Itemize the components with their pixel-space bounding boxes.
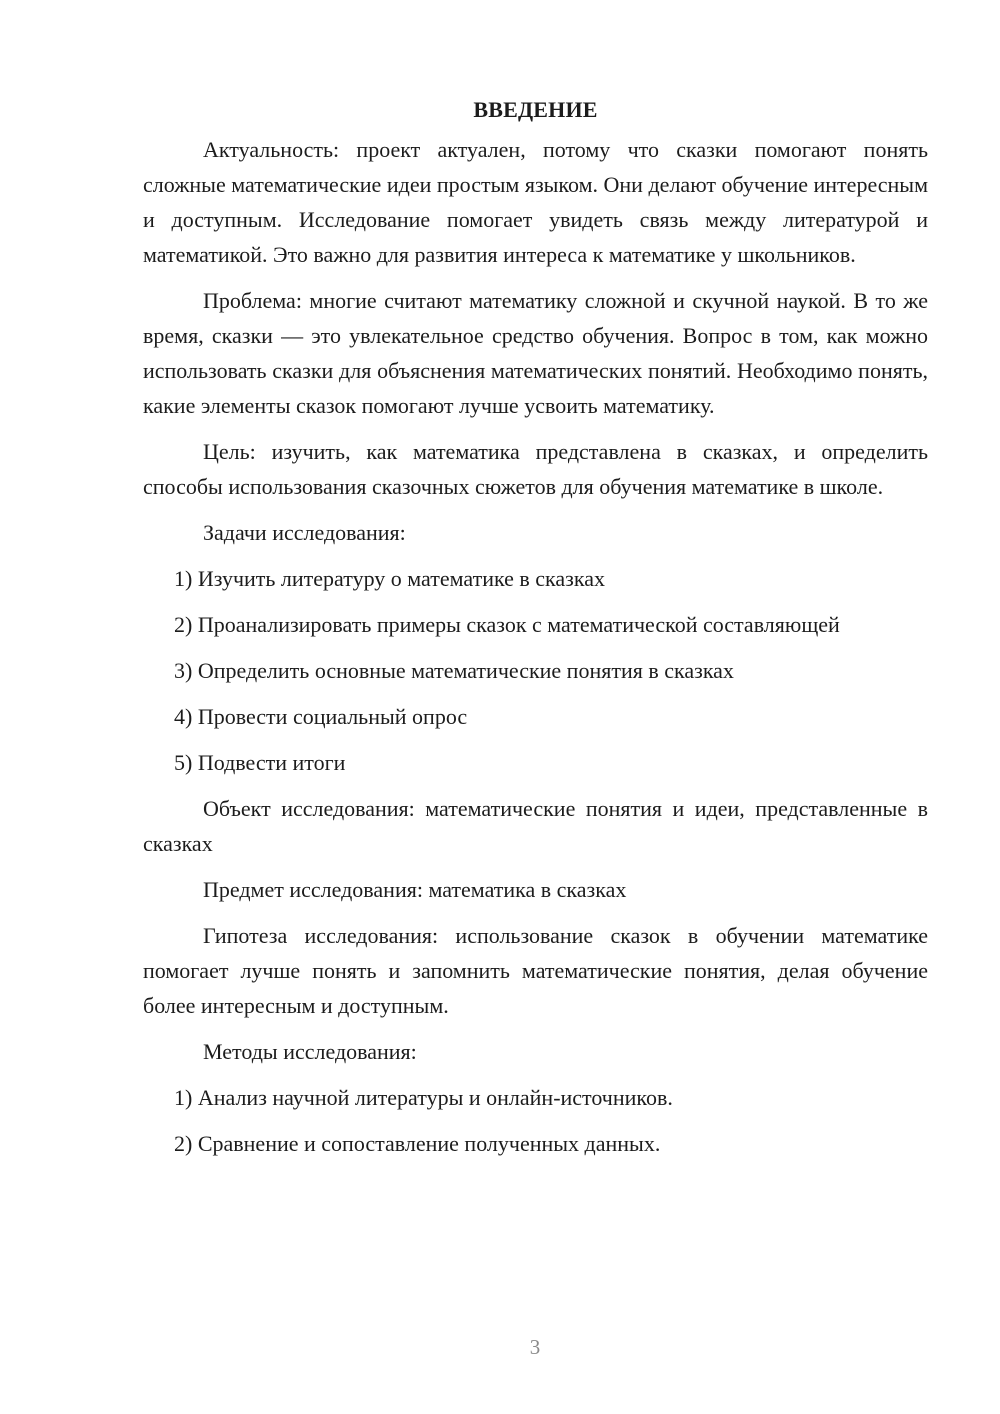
object-paragraph: Объект исследования: математические понятия и идеи, представленные в сказках [143, 796, 928, 856]
task-item-2: 2) Проанализировать примеры сказок с математической составляющей [174, 612, 840, 637]
page-title: ВВЕДЕНИЕ [473, 97, 598, 122]
relevance-paragraph: Актуальность: проект актуален, потому что сказки помогают понять сложные математические идеи простым языком. Они делают обучение интересным и доступным. Исследование помогает увидеть связь между литературой и математикой. Это важно для развития интереса к математике у школьников. [143, 137, 928, 267]
task-item-3: 3) Определить основные математические понятия в сказках [174, 658, 734, 683]
goal-paragraph: Цель: изучить, как математика представлена в сказках, и определить способы использования сказочных сюжетов для обучения математике в школе. [143, 439, 928, 499]
task-item-5: 5) Подвести итоги [174, 750, 346, 775]
methods-heading: Методы исследования: [203, 1039, 417, 1064]
method-item-2: 2) Сравнение и сопоставление полученных данных. [174, 1131, 661, 1156]
subject-paragraph: Предмет исследования: математика в сказках [203, 877, 627, 902]
page-number: 3 [529, 1335, 541, 1359]
tasks-heading: Задачи исследования: [203, 520, 406, 545]
method-item-1: 1) Анализ научной литературы и онлайн-источников. [174, 1085, 673, 1110]
task-item-1: 1) Изучить литературу о математике в сказках [174, 566, 605, 591]
document-page [143, 92, 928, 1172]
problem-paragraph: Проблема: многие считают математику сложной и скучной наукой. В то же время, сказки — это увлекательное средство обучения. Вопрос в том, как можно использовать сказки для объяснения математических понятий. Необходимо понять, какие элементы сказок помогают лучше усвоить математику. [143, 288, 928, 418]
task-item-4: 4) Провести социальный опрос [174, 704, 468, 729]
hypothesis-paragraph: Гипотеза исследования: использование сказок в обучении математике помогает лучше понять и запомнить математические понятия, делая обучение более интересным и доступным. [143, 923, 928, 1018]
